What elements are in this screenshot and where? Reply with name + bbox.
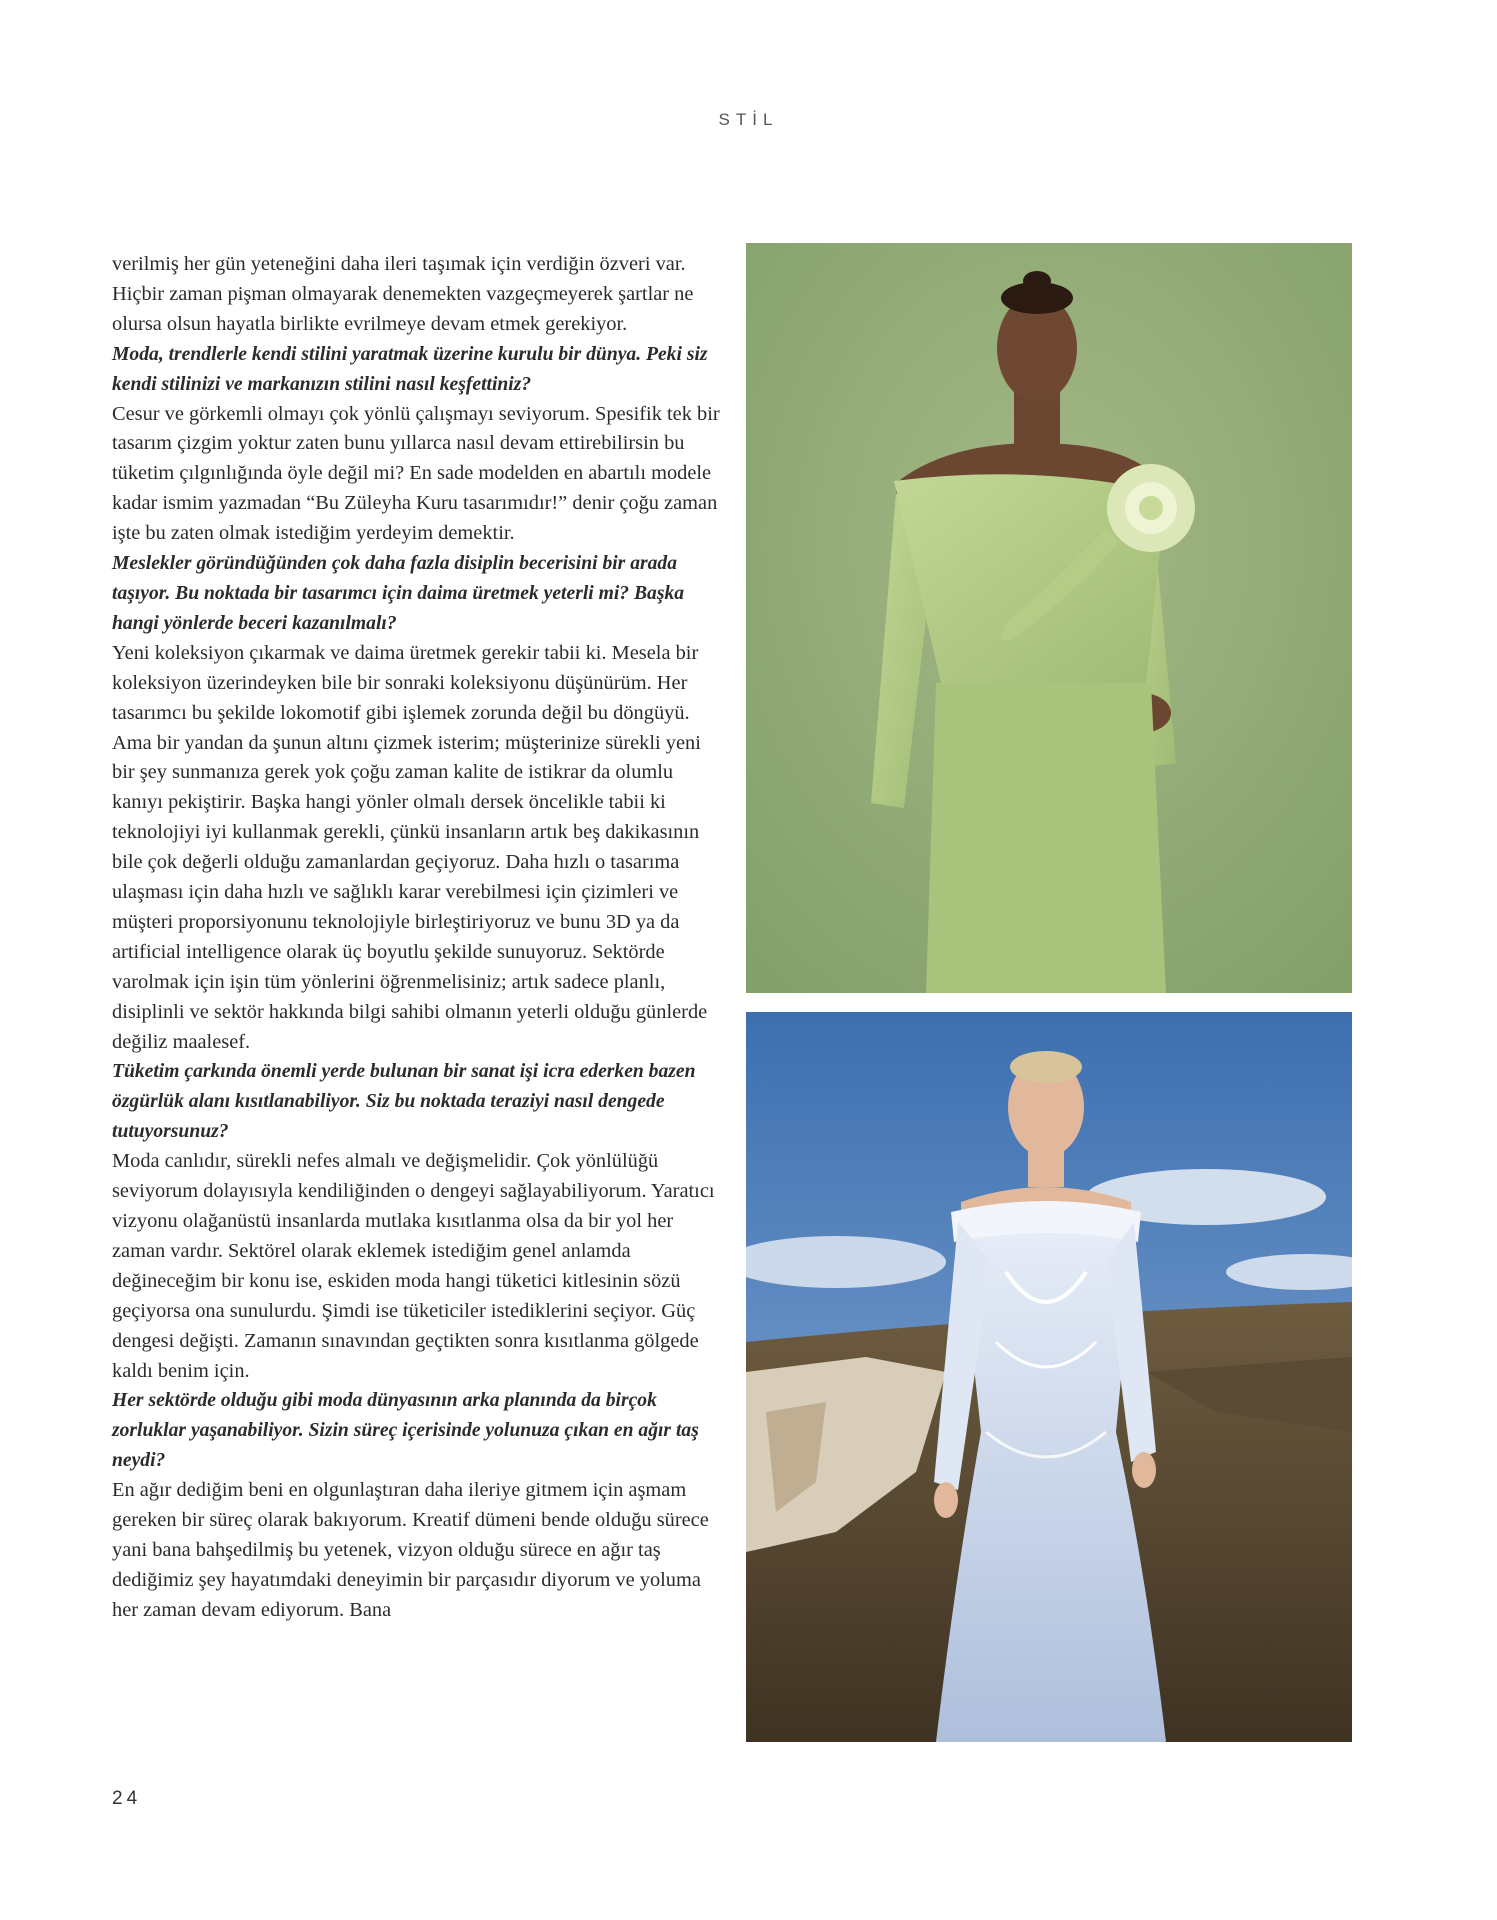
fashion-photo-white-dress [746, 1012, 1352, 1742]
fashion-photo-green-dress [746, 243, 1352, 993]
interview-question: Meslekler göründüğünden çok daha fazla disiplin becerisini bir arada taşıyor. Bu noktada bir tasarımcı için daima üretmek yeterli mi? Başka hangi yönlerde beceri kazanılmalı? [112, 553, 685, 634]
answer-paragraph: En ağır dediğim beni en olgunlaştıran daha ileriye gitmem için aşmam gereken bir süreç olarak bakıyorum. Kreatif dümeni bende olduğu sürece yani bana bahşedilmiş bu yetenek, vizyon olduğu sürece en ağır taş dediğimiz şey hayatımdaki deneyimin bir parçasıdır diyorum ve yoluma her zaman devam ediyorum. Bana [112, 1479, 709, 1621]
answer-paragraph: Cesur ve görkemli olmayı çok yönlü çalışmayı seviyorum. Spesifik tek bir tasarım çizgim yoktur zaten bunu yıllarca nasıl devam ettirebilirsin bu tüketim çılgınlığında öyle değil mi? En sade modelden en abartılı modele kadar ismim yazmadan “Bu Züleyha Kuru tasarımıdır!” denir çoğu zaman işte bu zaten olmak istediğim yerdeyim demektir. [112, 402, 720, 545]
interview-question: Her sektörde olduğu gibi moda dünyasının arka planında da birçok zorluklar yaşanabiliyor. Sizin süreç içerisinde yolunuza çıkan en ağır taş neydi? [112, 1390, 699, 1472]
white-dress-illustration [746, 1012, 1352, 1742]
interview-question: Moda, trendlerle kendi stilini yaratmak üzerine kurulu bir dünya. Peki siz kendi stilinizi ve markanızın stilini nasıl keşfettiniz? [112, 343, 708, 395]
page-number: 24 [112, 1788, 142, 1809]
answer-paragraph: Moda canlıdır, sürekli nefes almalı ve değişmelidir. Çok yönlülüğü seviyorum dolayısıyla kendiliğinden o dengeyi sağlayabiliyorum. Yaratıcı vizyonu olağanüstü insanlarda mutlaka kısıtlanma olsa da bir yol her zaman vardır. Sektörel olarak eklemek istediğim genel anlamda değineceğim bir konu ise, eskiden moda hangi tüketici kitlesinin sözü geçiyorsa ona sunulurdu. Şimdi ise tüketiciler istediklerini seçiyor. Güç dengesi değişti. Zamanın sınavından geçtikten sonra kısıtlanma gölgede kaldı benim için. [112, 1150, 715, 1382]
answer-paragraph: verilmiş her gün yeteneğini daha ileri taşımak için verdiğin özveri var. Hiçbir zaman pişman olmayarak denemekten vazgeçmeyerek şartlar ne olursa olsun hayatla birlikte evrilmeye devam etmek gerekiyor. [112, 253, 694, 335]
article-body [112, 250, 722, 1626]
interview-question: Tüketim çarkında önemli yerde bulunan bir sanat işi icra ederken bazen özgürlük alanı kısıtlanabiliyor. Siz bu noktada teraziyi nasıl dengede tutuyorsunuz? [112, 1061, 696, 1143]
answer-paragraph: Yeni koleksiyon çıkarmak ve daima üretmek gerekir tabii ki. Mesela bir koleksiyon üzerindeyken bile bir sonraki koleksiyonu düşünürüm. Her tasarımcı bu şekilde lokomotif gibi işlemek zorunda değil bu döngüyü. Ama bir yandan da şunun altını çizmek isterim; müşterinize sürekli yeni bir şey sunmanıza gerek yok çoğu zaman kalite de istikrar da olumlu kanıyı pekiştirir. Başka hangi yönler olmalı dersek öncelikle tabii ki teknolojiyi iyi kullanmak gerekli, çünkü insanların artık beş dakikasının bile çok değerli olduğu zamanlardan geçiyoruz. Daha hızlı o tasarıma ulaşması için daha hızlı ve sağlıklı karar verebilmesi için çizimleri ve müşteri proporsiyonunu teknolojiyle birleştiriyoruz ve bunu 3D ya da artificial intelligence olarak üç boyutlu şekilde sunuyoruz. Sektörde varolmak için işin tüm yönlerini öğrenmelisiniz; artık sadece planlı, disiplinli ve sektör hakkında bilgi sahibi olmanın yeterli olduğu günlerde değiliz maalesef. [112, 641, 708, 1053]
section-header: STİL [718, 110, 779, 129]
green-dress-illustration [746, 243, 1352, 993]
